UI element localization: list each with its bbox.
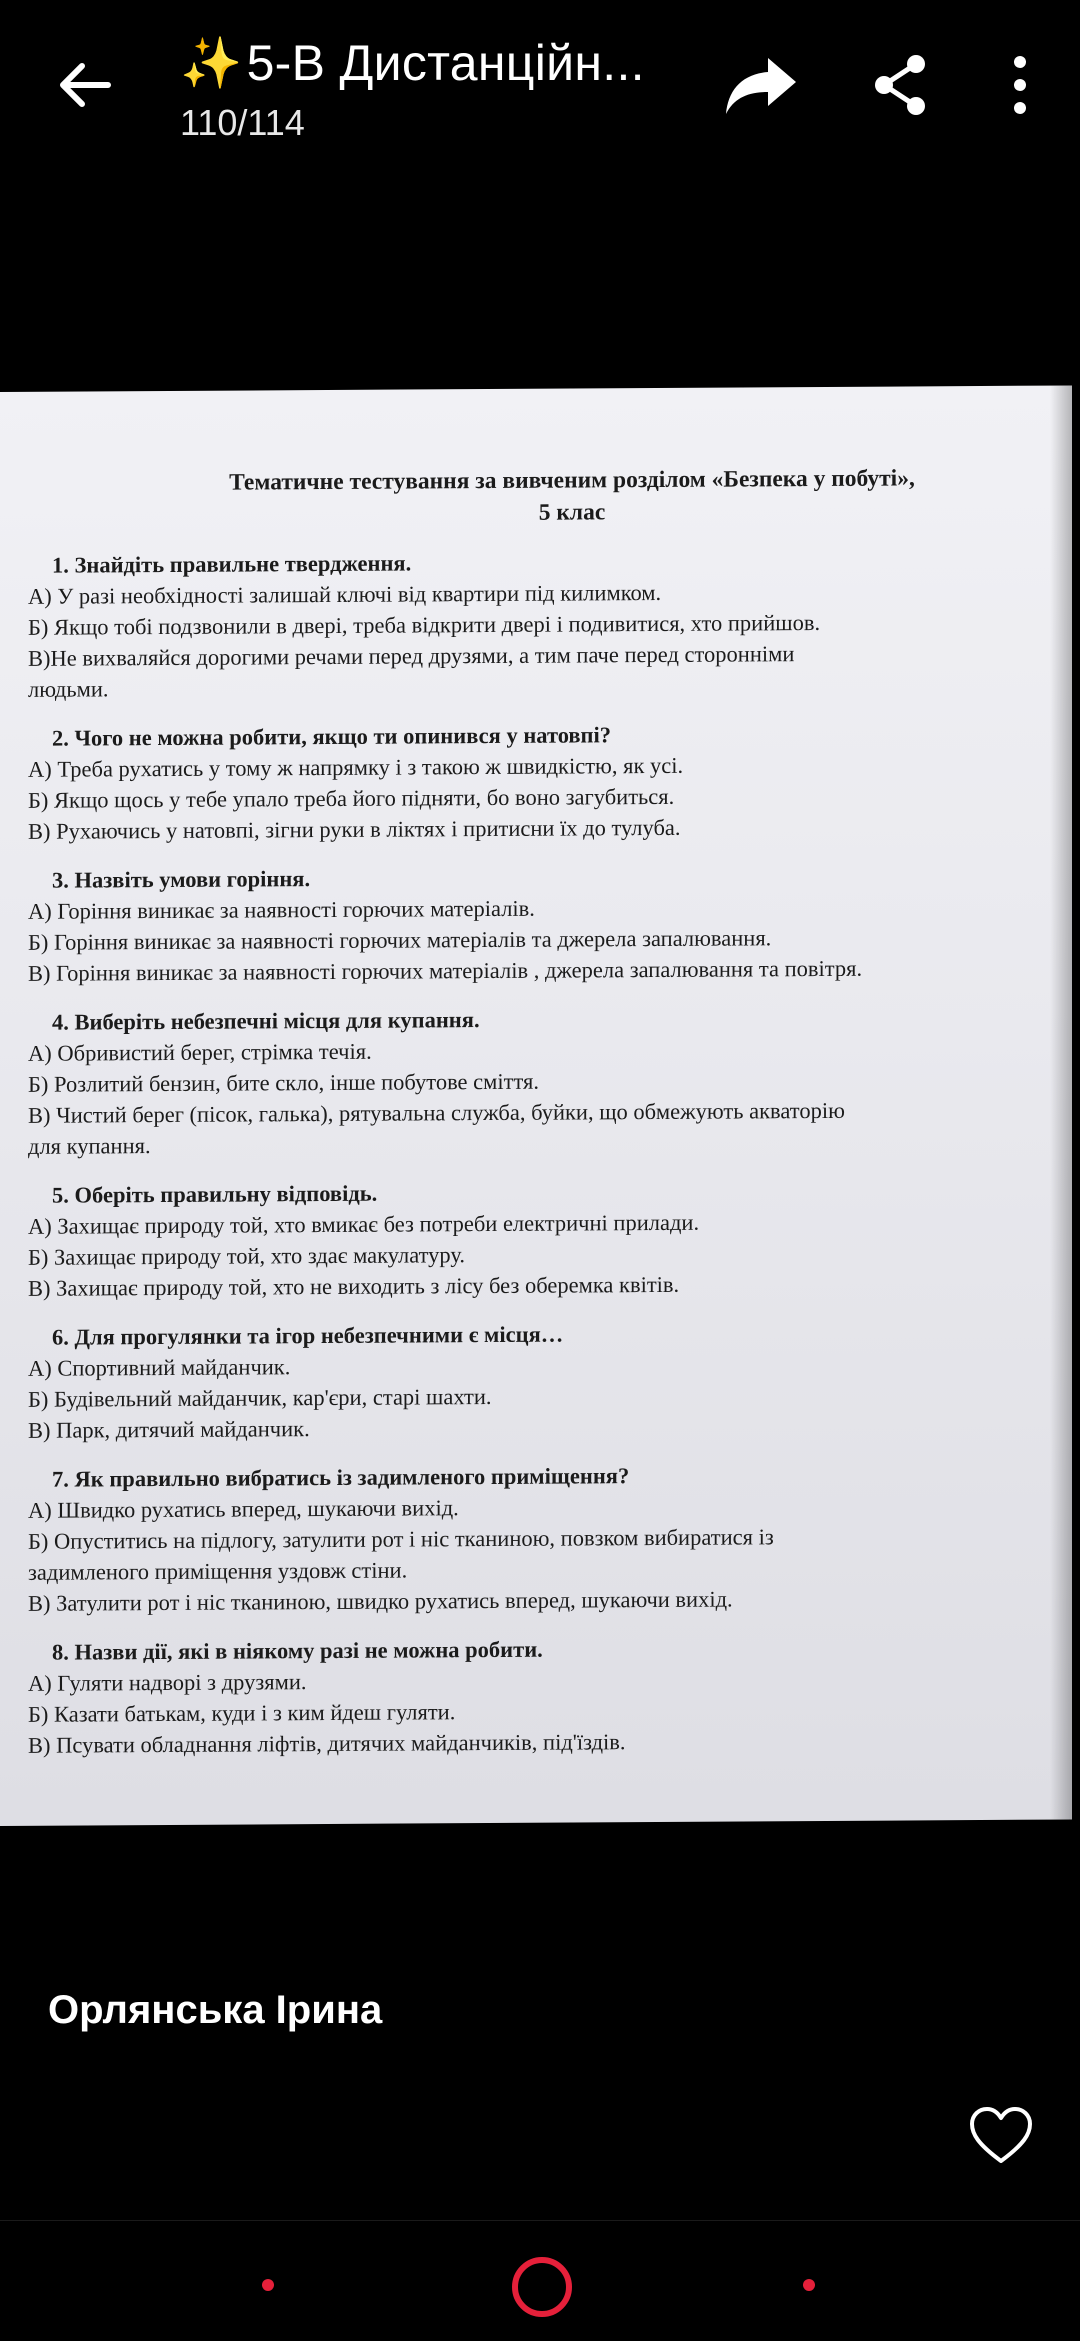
question-1 — [22, 544, 1042, 705]
answer-option: А) Швидко рухатись вперед, шукаючи вихід. — [28, 1495, 459, 1523]
like-button[interactable] — [968, 2106, 1034, 2166]
answer-option: задимленого приміщення уздовж стіни. — [28, 1557, 408, 1585]
answer-option: А) Треба рухатись у тому ж напрямку і з такою ж швидкістю, як усі. — [28, 752, 684, 782]
answer-option: Б) Будівельний майданчик, кар'єри, старі шахти. — [28, 1383, 492, 1412]
heart-outline-icon — [968, 2106, 1034, 2166]
author-name: Орлянська Ірина — [48, 1988, 383, 2032]
test-document — [22, 462, 1042, 1761]
answer-option: Б) Опуститись на підлогу, затулити рот і ніс тканиною, повзком вибиратися із — [28, 1524, 774, 1554]
share-icon — [868, 52, 934, 118]
question-7 — [22, 1458, 1042, 1619]
answer-option: В) Псувати обладнання ліфтів, дитячих майданчиків, під'їздів. — [28, 1729, 626, 1758]
answer-option: Б) Розлитий бензин, бите скло, інше побутове сміття. — [28, 1068, 539, 1097]
document-title — [102, 462, 1042, 532]
answer-option: Б) Казати батькам, куди і з ким йдеш гуляти. — [28, 1699, 456, 1727]
chat-title — [180, 34, 645, 93]
forward-button[interactable] — [720, 52, 800, 118]
answer-option: А) Гуляти надворі з друзями. — [28, 1669, 307, 1696]
document-title-line-2: 5 клас — [538, 499, 606, 526]
question-2 — [22, 717, 1042, 847]
answer-option: В)Не вихваляйся дорогими речами перед друзями, а тим паче перед сторонніми — [28, 641, 795, 671]
answer-option: людьми. — [28, 676, 109, 702]
answer-option: В) Рухаючись у натовпі, зігни руки в ліктях і притисни їх до тулуба. — [28, 814, 681, 844]
question-5 — [22, 1174, 1042, 1304]
answer-option: Б) Якщо тобі подзвонили в двері, треба відкрити двері і подивитися, хто прийшов. — [28, 609, 821, 640]
question-heading: 1. Знайдіть правильне твердження. — [52, 550, 412, 578]
answer-option: для купання. — [28, 1133, 151, 1159]
top-bar — [0, 0, 1080, 170]
question-heading: 2. Чого не можна робити, якщо ти опинився у натовпі? — [52, 722, 612, 751]
forward-arrow-icon — [720, 52, 800, 118]
answer-option: А) Захищає природу той, хто вмикає без потреби електричні прилади. — [28, 1209, 700, 1239]
share-button[interactable] — [868, 52, 934, 118]
question-heading: 7. Як правильно вибратись із задимленого приміщення? — [52, 1463, 630, 1492]
answer-option: А) Горіння виникає за наявності горючих матеріалів. — [28, 895, 535, 924]
question-3 — [22, 859, 1042, 989]
answer-option: Б) Захищає природу той, хто здає макулатуру. — [28, 1242, 466, 1270]
document-title-line-1: Тематичне тестування за вивченим розділом «Безпека у побуті», — [229, 465, 915, 496]
question-heading: 6. Для прогулянки та ігор небезпечними є місця… — [52, 1321, 564, 1350]
answer-option: Б) Горіння виникає за наявності горючих матеріалів та джерела запалювання. — [28, 925, 772, 955]
system-nav-bar — [0, 2220, 1080, 2341]
question-8 — [22, 1631, 1042, 1761]
answer-option: В) Захищає природу той, хто не виходить з лісу без оберемка квітів. — [28, 1271, 680, 1301]
arrow-left-icon — [52, 50, 122, 120]
sparkles-icon: ✨ — [180, 35, 243, 91]
nav-home-button[interactable] — [512, 2257, 572, 2317]
answer-option: А) Спортивний майданчик. — [28, 1354, 291, 1381]
answer-option: В) Чистий берег (пісок, галька), рятувальна служба, буйки, що обмежують акваторію — [28, 1097, 845, 1128]
back-button[interactable] — [52, 50, 122, 120]
nav-back-button[interactable] — [803, 2279, 815, 2291]
media-counter: 110/114 — [180, 102, 305, 143]
nav-recents-button[interactable] — [262, 2279, 274, 2291]
question-heading: 8. Назви дії, які в ніякому разі не можна робити. — [52, 1636, 543, 1665]
more-options-button[interactable] — [1000, 52, 1040, 118]
question-heading: 5. Оберіть правильну відповідь. — [52, 1180, 378, 1208]
question-heading: 3. Назвіть умови горіння. — [52, 866, 311, 893]
question-4 — [22, 1001, 1042, 1162]
questions-list — [22, 544, 1042, 1761]
answer-option: В) Затулити рот і ніс тканиною, швидко рухатись вперед, шукаючи вихід. — [28, 1586, 733, 1616]
answer-option: Б) Якщо щось у тебе упало треба його підняти, бо воно загубиться. — [28, 783, 675, 813]
answer-option: В) Парк, дитячий майданчик. — [28, 1416, 310, 1443]
photo-viewer-image[interactable] — [0, 385, 1072, 1826]
more-vertical-icon — [1000, 52, 1040, 118]
question-heading: 4. Виберіть небезпечні місця для купання. — [52, 1007, 480, 1035]
answer-option: В) Горіння виникає за наявності горючих матеріалів , джерела запалювання та повітря. — [28, 955, 863, 986]
question-6 — [22, 1316, 1042, 1446]
answer-option: А) У разі необхідності залишай ключі від квартири під килимком. — [28, 579, 662, 609]
chat-title-text: 5-В Дистанційн... — [246, 35, 645, 91]
answer-option: А) Обривистий берег, стрімка течія. — [28, 1038, 372, 1066]
